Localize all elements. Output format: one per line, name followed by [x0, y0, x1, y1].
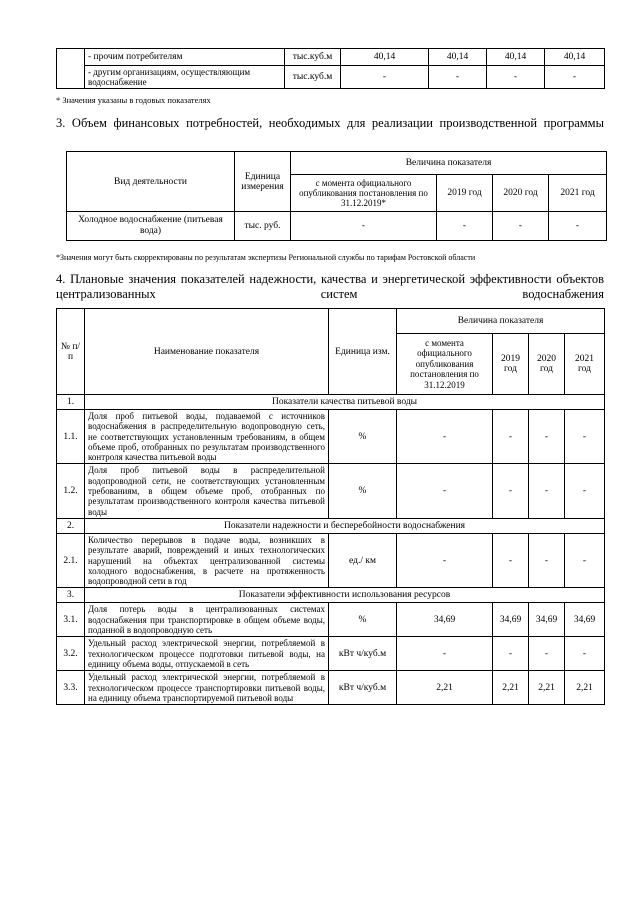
row-name: Удельный расход электрической энергии, потребляемой в технологическом процессе транспортировки питьевой воды, на единицу объема транспортируемой питьевой воды: [85, 671, 329, 705]
row-value: -: [493, 533, 529, 587]
section-4-title: 4. Плановые значения показателей надежности, качества и энергетической эффективности объектов централизованных систем водоснабжения: [56, 272, 604, 301]
row-unit: %: [329, 603, 397, 637]
table-row: [67, 212, 607, 241]
row-value: 34,69: [493, 603, 529, 637]
header-number: № п/п: [57, 309, 85, 395]
indicators-table: [56, 308, 605, 705]
row-name: Доля проб питьевой воды в распределительной водопроводной сети, не соответствующих установленным требованиям, в общем объеме проб, отобранных по результатам производственного контроля качества питьевой воды: [85, 464, 329, 518]
header-unit: Единица изм.: [329, 309, 397, 395]
row-value: -: [429, 66, 487, 89]
header-2019: 2019 год: [437, 175, 493, 212]
header-2021: 2021 год: [565, 334, 605, 395]
row-activity: Холодное водоснабжение (питьевая вода): [67, 212, 235, 241]
row-value: 2,21: [397, 671, 493, 705]
row-value: -: [529, 464, 565, 518]
header-activity: Вид деятельности: [67, 152, 235, 212]
row-value: 2,21: [493, 671, 529, 705]
row-value: -: [545, 66, 605, 89]
row-value: -: [529, 637, 565, 671]
row-value: -: [397, 410, 493, 464]
row-number: 3.2.: [57, 637, 85, 671]
row-value: -: [493, 637, 529, 671]
financial-table: [66, 151, 607, 241]
row-name: Доля проб питьевой воды, подаваемой с источников водоснабжения в распределительную водопроводную сеть, не соответствующих установленным требованиям, в общем объеме проб, отобранных по результатам производственного контроля качества питьевой воды: [85, 410, 329, 464]
row-unit: тыс.куб.м: [285, 49, 341, 66]
row-value: -: [549, 212, 607, 241]
row-name: - другим организациям, осуществляющим водоснабжение: [85, 66, 285, 89]
section-3-title: 3. Объем финансовых потребностей, необходимых для реализации производственной программы: [56, 116, 604, 130]
row-value: 40,14: [341, 49, 429, 66]
row-value: -: [397, 533, 493, 587]
row-number: 2.: [57, 518, 85, 533]
row-value: -: [493, 410, 529, 464]
row-number: 3.: [57, 588, 85, 603]
row-value: -: [565, 533, 605, 587]
row-number: 1.2.: [57, 464, 85, 518]
section-row: [57, 518, 605, 533]
table-row: [57, 410, 605, 464]
row-value: 40,14: [545, 49, 605, 66]
header-from: с момента официального опубликования постановления по 31.12.2019: [397, 334, 493, 395]
row-name: Доля потерь воды в централизованных системах водоснабжения при транспортировке в общем объеме воды, поданной в водопроводную сеть: [85, 603, 329, 637]
row-number: 2.1.: [57, 533, 85, 587]
row-value: -: [565, 464, 605, 518]
section-row: [57, 395, 605, 410]
row-unit: тыс. руб.: [235, 212, 291, 241]
header-2020: 2020 год: [493, 175, 549, 212]
section-title: Показатели качества питьевой воды: [85, 395, 605, 410]
header-2021: 2021 год: [549, 175, 607, 212]
table-row: [57, 66, 605, 89]
row-number: 3.3.: [57, 671, 85, 705]
row-value: 2,21: [565, 671, 605, 705]
row-number: 1.: [57, 395, 85, 410]
row-value: -: [529, 533, 565, 587]
footnote-correction: *Значения могут быть скорректированы по результатам экспертизы Региональной службы по тарифам Ростовской области: [56, 253, 476, 262]
footnote-annual: * Значения указаны в годовых показателях: [56, 95, 211, 105]
header-value: Величина показателя: [291, 152, 607, 175]
header-2019: 2019 год: [493, 334, 529, 395]
section-title: Показатели эффективности использования ресурсов: [85, 588, 605, 603]
row-value: 40,14: [429, 49, 487, 66]
row-value: -: [341, 66, 429, 89]
row-unit: тыс.куб.м: [285, 66, 341, 89]
table-row: [57, 637, 605, 671]
row-value: 2,21: [529, 671, 565, 705]
row-unit: кВт ч/куб.м: [329, 637, 397, 671]
row-value: -: [291, 212, 437, 241]
row-value: 34,69: [397, 603, 493, 637]
row-unit: кВт ч/куб.м: [329, 671, 397, 705]
volume-table: [56, 48, 605, 89]
row-value: -: [565, 410, 605, 464]
table-row: [57, 603, 605, 637]
header-from: с момента официального опубликования постановления по 31.12.2019*: [291, 175, 437, 212]
row-name: Количество перерывов в подаче воды, возникших в результате аварий, повреждений и иных технологических нарушений на объектах централизованной системы холодного водоснабжения, в расчете на протяженность водопроводной сети в год: [85, 533, 329, 587]
row-name: Удельный расход электрической энергии, потребляемой в технологическом процессе подготовки питьевой воды, на единицу объема воды, отпускаемой в сеть: [85, 637, 329, 671]
row-value: 34,69: [529, 603, 565, 637]
row-unit: ед./ км: [329, 533, 397, 587]
row-value: -: [493, 212, 549, 241]
table-row: [57, 671, 605, 705]
header-name: Наименование показателя: [85, 309, 329, 395]
row-value: -: [397, 464, 493, 518]
header-unit: Единица измерения: [235, 152, 291, 212]
section-row: [57, 588, 605, 603]
table-row: [57, 49, 605, 66]
section-title: Показатели надежности и бесперебойности водоснабжения: [85, 518, 605, 533]
row-value: -: [487, 66, 545, 89]
header-value: Величина показателя: [397, 309, 605, 334]
table-row: [57, 533, 605, 587]
header-2020: 2020 год: [529, 334, 565, 395]
row-value: -: [397, 637, 493, 671]
row-value: 34,69: [565, 603, 605, 637]
row-value: -: [493, 464, 529, 518]
row-name: - прочим потребителям: [85, 49, 285, 66]
table-row: [57, 464, 605, 518]
row-value: -: [529, 410, 565, 464]
row-unit: %: [329, 464, 397, 518]
row-value: -: [565, 637, 605, 671]
row-unit: %: [329, 410, 397, 464]
row-value: -: [437, 212, 493, 241]
row-value: 40,14: [487, 49, 545, 66]
row-number: 3.1.: [57, 603, 85, 637]
row-number: 1.1.: [57, 410, 85, 464]
